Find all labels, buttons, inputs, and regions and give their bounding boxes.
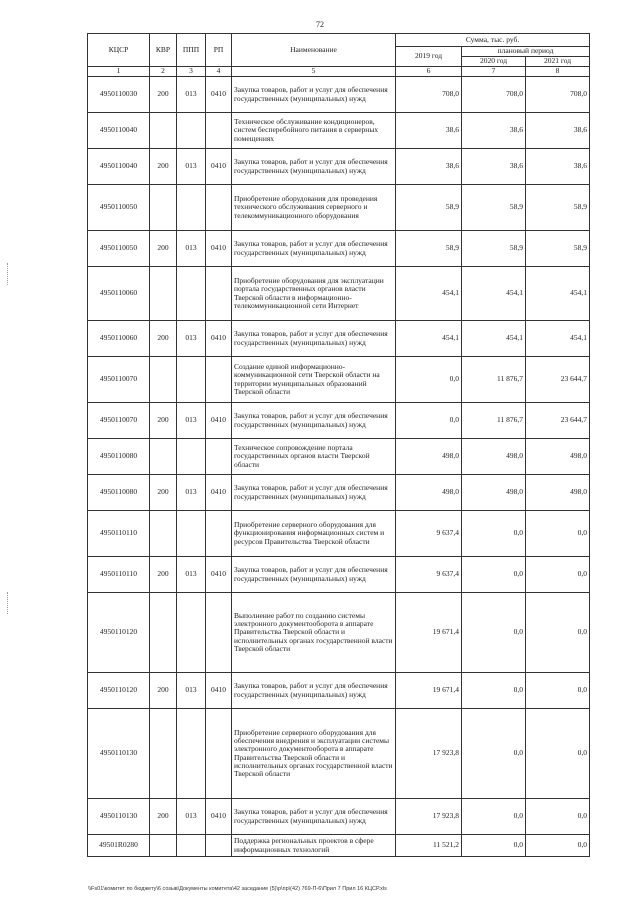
cell-name: Поддержка региональных проектов в сфере информационных технологий (232, 835, 396, 857)
cell-kvr: 200 (150, 557, 177, 593)
header-plan-period: плановый период (462, 47, 590, 57)
cell-amount-2019: 498,0 (396, 475, 462, 511)
cell-name: Создание единой информационно-коммуникационной сети Тверской области на территории муниципальных образований Тверской области (232, 357, 396, 403)
cell-amount-2020: 0,0 (462, 709, 526, 799)
cell-amount-2019: 58,9 (396, 185, 462, 231)
cell-kcsr: 4950110130 (88, 709, 150, 799)
cell-amount-2020: 38,6 (462, 113, 526, 149)
cell-amount-2021: 23 644,7 (526, 357, 590, 403)
cell-name: Закупка товаров, работ и услуг для обеспечения государственных (муниципальных) нужд (232, 231, 396, 267)
cell-amount-2020: 0,0 (462, 673, 526, 709)
cell-kcsr: 4950110030 (88, 77, 150, 113)
cell-kvr (150, 357, 177, 403)
cell-ppp: 013 (177, 231, 206, 267)
cell-ppp (177, 709, 206, 799)
cell-amount-2019: 498,0 (396, 439, 462, 475)
cell-ppp (177, 185, 206, 231)
cell-amount-2021: 498,0 (526, 475, 590, 511)
column-number: 5 (232, 67, 396, 77)
cell-kcsr: 4950110080 (88, 475, 150, 511)
cell-kvr: 200 (150, 403, 177, 439)
cell-kvr: 200 (150, 475, 177, 511)
cell-amount-2020: 498,0 (462, 475, 526, 511)
cell-amount-2021: 38,6 (526, 113, 590, 149)
header-kcsr: КЦСР (88, 34, 150, 67)
table-body (88, 77, 590, 857)
table-row (88, 673, 590, 709)
cell-kvr (150, 267, 177, 321)
column-number: 2 (150, 67, 177, 77)
cell-amount-2021: 0,0 (526, 799, 590, 835)
table-row (88, 185, 590, 231)
cell-name: Закупка товаров, работ и услуг для обеспечения государственных (муниципальных) нужд (232, 475, 396, 511)
cell-amount-2019: 0,0 (396, 403, 462, 439)
cell-ppp: 013 (177, 673, 206, 709)
column-number: 6 (396, 67, 462, 77)
cell-name: Закупка товаров, работ и услуг для обеспечения государственных (муниципальных) нужд (232, 149, 396, 185)
cell-kvr (150, 185, 177, 231)
cell-kcsr: 49501R0280 (88, 835, 150, 857)
cell-name: Закупка товаров, работ и услуг для обеспечения государственных (муниципальных) нужд (232, 77, 396, 113)
table-row (88, 799, 590, 835)
cell-ppp (177, 835, 206, 857)
table-row (88, 593, 590, 673)
cell-ppp (177, 511, 206, 557)
table-row (88, 231, 590, 267)
cell-amount-2020: 38,6 (462, 149, 526, 185)
cell-kcsr: 4950110040 (88, 149, 150, 185)
cell-amount-2021: 0,0 (526, 835, 590, 857)
footer-file-path: \\Fs01\комитет по бюджету\6 созыв\Документы комитета\42 заседание (5)\р\пр\(42) 769-П-6\Прил 7 Прил 16 КЦСР.xls (88, 886, 387, 892)
cell-amount-2021: 454,1 (526, 267, 590, 321)
cell-amount-2020: 0,0 (462, 799, 526, 835)
cell-amount-2020: 708,0 (462, 77, 526, 113)
cell-name: Закупка товаров, работ и услуг для обеспечения государственных (муниципальных) нужд (232, 403, 396, 439)
table-header (88, 34, 590, 77)
cell-kcsr: 4950110120 (88, 593, 150, 673)
cell-kcsr: 4950110110 (88, 511, 150, 557)
cell-name: Закупка товаров, работ и услуг для обеспечения государственных (муниципальных) нужд (232, 557, 396, 593)
budget-table (87, 33, 590, 857)
cell-name: Приобретение серверного оборудования для функционирования информационных систем и ресурсов Правительства Тверской области (232, 511, 396, 557)
cell-kcsr: 4950110120 (88, 673, 150, 709)
cell-amount-2019: 708,0 (396, 77, 462, 113)
cell-ppp: 013 (177, 557, 206, 593)
cell-amount-2021: 454,1 (526, 321, 590, 357)
cell-rp (206, 113, 232, 149)
cell-name: Приобретение оборудования для проведения технического обслуживания серверного и телекоммуникационного оборудования (232, 185, 396, 231)
cell-amount-2021: 498,0 (526, 439, 590, 475)
cell-rp: 0410 (206, 673, 232, 709)
header-ppp: ППП (177, 34, 206, 67)
cell-rp: 0410 (206, 77, 232, 113)
table-row (88, 149, 590, 185)
cell-rp: 0410 (206, 475, 232, 511)
table-row (88, 77, 590, 113)
cell-name: Закупка товаров, работ и услуг для обеспечения государственных (муниципальных) нужд (232, 673, 396, 709)
cell-amount-2019: 38,6 (396, 113, 462, 149)
cell-name: Приобретение серверного оборудования для обеспечения внедрения и эксплуатации системы электронного документооборота в аппарате Правительства Тверской области и исполнительных органах государственной власти Тверской области (232, 709, 396, 799)
cell-name: Выполнение работ по созданию системы электронного документооборота в аппарате Правительства Тверской области и исполнительных органах государственной власти Тверской области (232, 593, 396, 673)
cell-ppp: 013 (177, 321, 206, 357)
cell-amount-2020: 454,1 (462, 267, 526, 321)
cell-kvr (150, 439, 177, 475)
cell-kcsr: 4950110040 (88, 113, 150, 149)
cell-ppp: 013 (177, 403, 206, 439)
header-rp: РП (206, 34, 232, 67)
cell-amount-2019: 0,0 (396, 357, 462, 403)
cell-kvr: 200 (150, 77, 177, 113)
cell-amount-2019: 9 637,4 (396, 557, 462, 593)
cell-rp (206, 439, 232, 475)
cell-rp (206, 593, 232, 673)
cell-amount-2020: 0,0 (462, 593, 526, 673)
column-number: 3 (177, 67, 206, 77)
cell-kcsr: 4950110050 (88, 231, 150, 267)
cell-name: Закупка товаров, работ и услуг для обеспечения государственных (муниципальных) нужд (232, 321, 396, 357)
cell-kvr: 200 (150, 673, 177, 709)
cell-ppp: 013 (177, 77, 206, 113)
cell-amount-2019: 17 923,8 (396, 709, 462, 799)
cell-amount-2019: 9 637,4 (396, 511, 462, 557)
cell-amount-2021: 708,0 (526, 77, 590, 113)
cell-kvr: 200 (150, 149, 177, 185)
cell-ppp: 013 (177, 475, 206, 511)
table-row (88, 557, 590, 593)
column-number: 7 (462, 67, 526, 77)
cell-kvr (150, 593, 177, 673)
cell-ppp (177, 593, 206, 673)
cell-kcsr: 4950110130 (88, 799, 150, 835)
cell-kcsr: 4950110050 (88, 185, 150, 231)
header-year-2021: 2021 год (526, 57, 590, 67)
page-number: 72 (316, 20, 324, 29)
cell-ppp (177, 357, 206, 403)
cell-kvr (150, 113, 177, 149)
cell-rp (206, 835, 232, 857)
table-row (88, 475, 590, 511)
table-row (88, 439, 590, 475)
cell-amount-2020: 0,0 (462, 511, 526, 557)
table-row (88, 835, 590, 857)
cell-amount-2020: 454,1 (462, 321, 526, 357)
cell-amount-2020: 0,0 (462, 557, 526, 593)
column-number: 8 (526, 67, 590, 77)
cell-rp: 0410 (206, 557, 232, 593)
cell-amount-2019: 19 671,4 (396, 593, 462, 673)
cell-amount-2019: 17 923,8 (396, 799, 462, 835)
cell-amount-2021: 0,0 (526, 593, 590, 673)
cell-rp: 0410 (206, 403, 232, 439)
cell-kvr (150, 709, 177, 799)
cell-amount-2021: 58,9 (526, 231, 590, 267)
cell-amount-2020: 58,9 (462, 231, 526, 267)
cell-kcsr: 4950110060 (88, 267, 150, 321)
cell-amount-2020: 11 876,7 (462, 357, 526, 403)
cell-ppp (177, 113, 206, 149)
table-row (88, 511, 590, 557)
cell-rp (206, 709, 232, 799)
cell-amount-2021: 0,0 (526, 673, 590, 709)
table-row (88, 709, 590, 799)
cell-rp: 0410 (206, 799, 232, 835)
cell-amount-2019: 11 521,2 (396, 835, 462, 857)
table-row (88, 403, 590, 439)
header-sum: Сумма, тыс. руб. (396, 34, 590, 47)
cell-amount-2021: 23 644,7 (526, 403, 590, 439)
column-number: 1 (88, 67, 150, 77)
cell-ppp: 013 (177, 149, 206, 185)
table-row (88, 267, 590, 321)
table-row (88, 357, 590, 403)
header-year-2020: 2020 год (462, 57, 526, 67)
header-name: Наименование (232, 34, 396, 67)
cell-kvr: 200 (150, 231, 177, 267)
cell-ppp (177, 267, 206, 321)
cell-amount-2021: 38,6 (526, 149, 590, 185)
cell-amount-2020: 58,9 (462, 185, 526, 231)
cell-rp (206, 267, 232, 321)
table-row (88, 321, 590, 357)
cell-kvr (150, 511, 177, 557)
cell-rp: 0410 (206, 149, 232, 185)
cell-amount-2019: 454,1 (396, 321, 462, 357)
cell-rp (206, 511, 232, 557)
cell-kcsr: 4950110070 (88, 403, 150, 439)
cell-kvr (150, 835, 177, 857)
cell-amount-2020: 0,0 (462, 835, 526, 857)
cell-ppp: 013 (177, 799, 206, 835)
header-kvr: КВР (150, 34, 177, 67)
cell-kvr: 200 (150, 321, 177, 357)
table-row (88, 113, 590, 149)
cell-rp (206, 357, 232, 403)
cell-rp (206, 185, 232, 231)
cell-amount-2019: 454,1 (396, 267, 462, 321)
cell-amount-2020: 498,0 (462, 439, 526, 475)
cell-amount-2020: 11 876,7 (462, 403, 526, 439)
binding-mark-bottom (7, 592, 8, 614)
cell-rp: 0410 (206, 231, 232, 267)
cell-amount-2019: 58,9 (396, 231, 462, 267)
cell-name: Приобретение оборудования для эксплуатации портала государственных органов власти Тверской области в информационно-телекоммуникационной сети Интернет (232, 267, 396, 321)
cell-kcsr: 4950110060 (88, 321, 150, 357)
cell-kcsr: 4950110080 (88, 439, 150, 475)
cell-amount-2021: 58,9 (526, 185, 590, 231)
cell-rp: 0410 (206, 321, 232, 357)
cell-name: Техническое сопровождение портала государственных органов власти Тверской области (232, 439, 396, 475)
cell-kvr: 200 (150, 799, 177, 835)
header-year-2019: 2019 год (396, 47, 462, 67)
cell-amount-2021: 0,0 (526, 557, 590, 593)
cell-amount-2019: 19 671,4 (396, 673, 462, 709)
cell-amount-2021: 0,0 (526, 709, 590, 799)
cell-amount-2019: 38,6 (396, 149, 462, 185)
cell-name: Закупка товаров, работ и услуг для обеспечения государственных (муниципальных) нужд (232, 799, 396, 835)
cell-kcsr: 4950110110 (88, 557, 150, 593)
cell-ppp (177, 439, 206, 475)
cell-kcsr: 4950110070 (88, 357, 150, 403)
cell-name: Техническое обслуживание кондиционеров, систем бесперебойного питания в серверных помещениях (232, 113, 396, 149)
binding-mark-top (7, 263, 8, 285)
column-number-row (88, 67, 590, 77)
column-number: 4 (206, 67, 232, 77)
cell-amount-2021: 0,0 (526, 511, 590, 557)
